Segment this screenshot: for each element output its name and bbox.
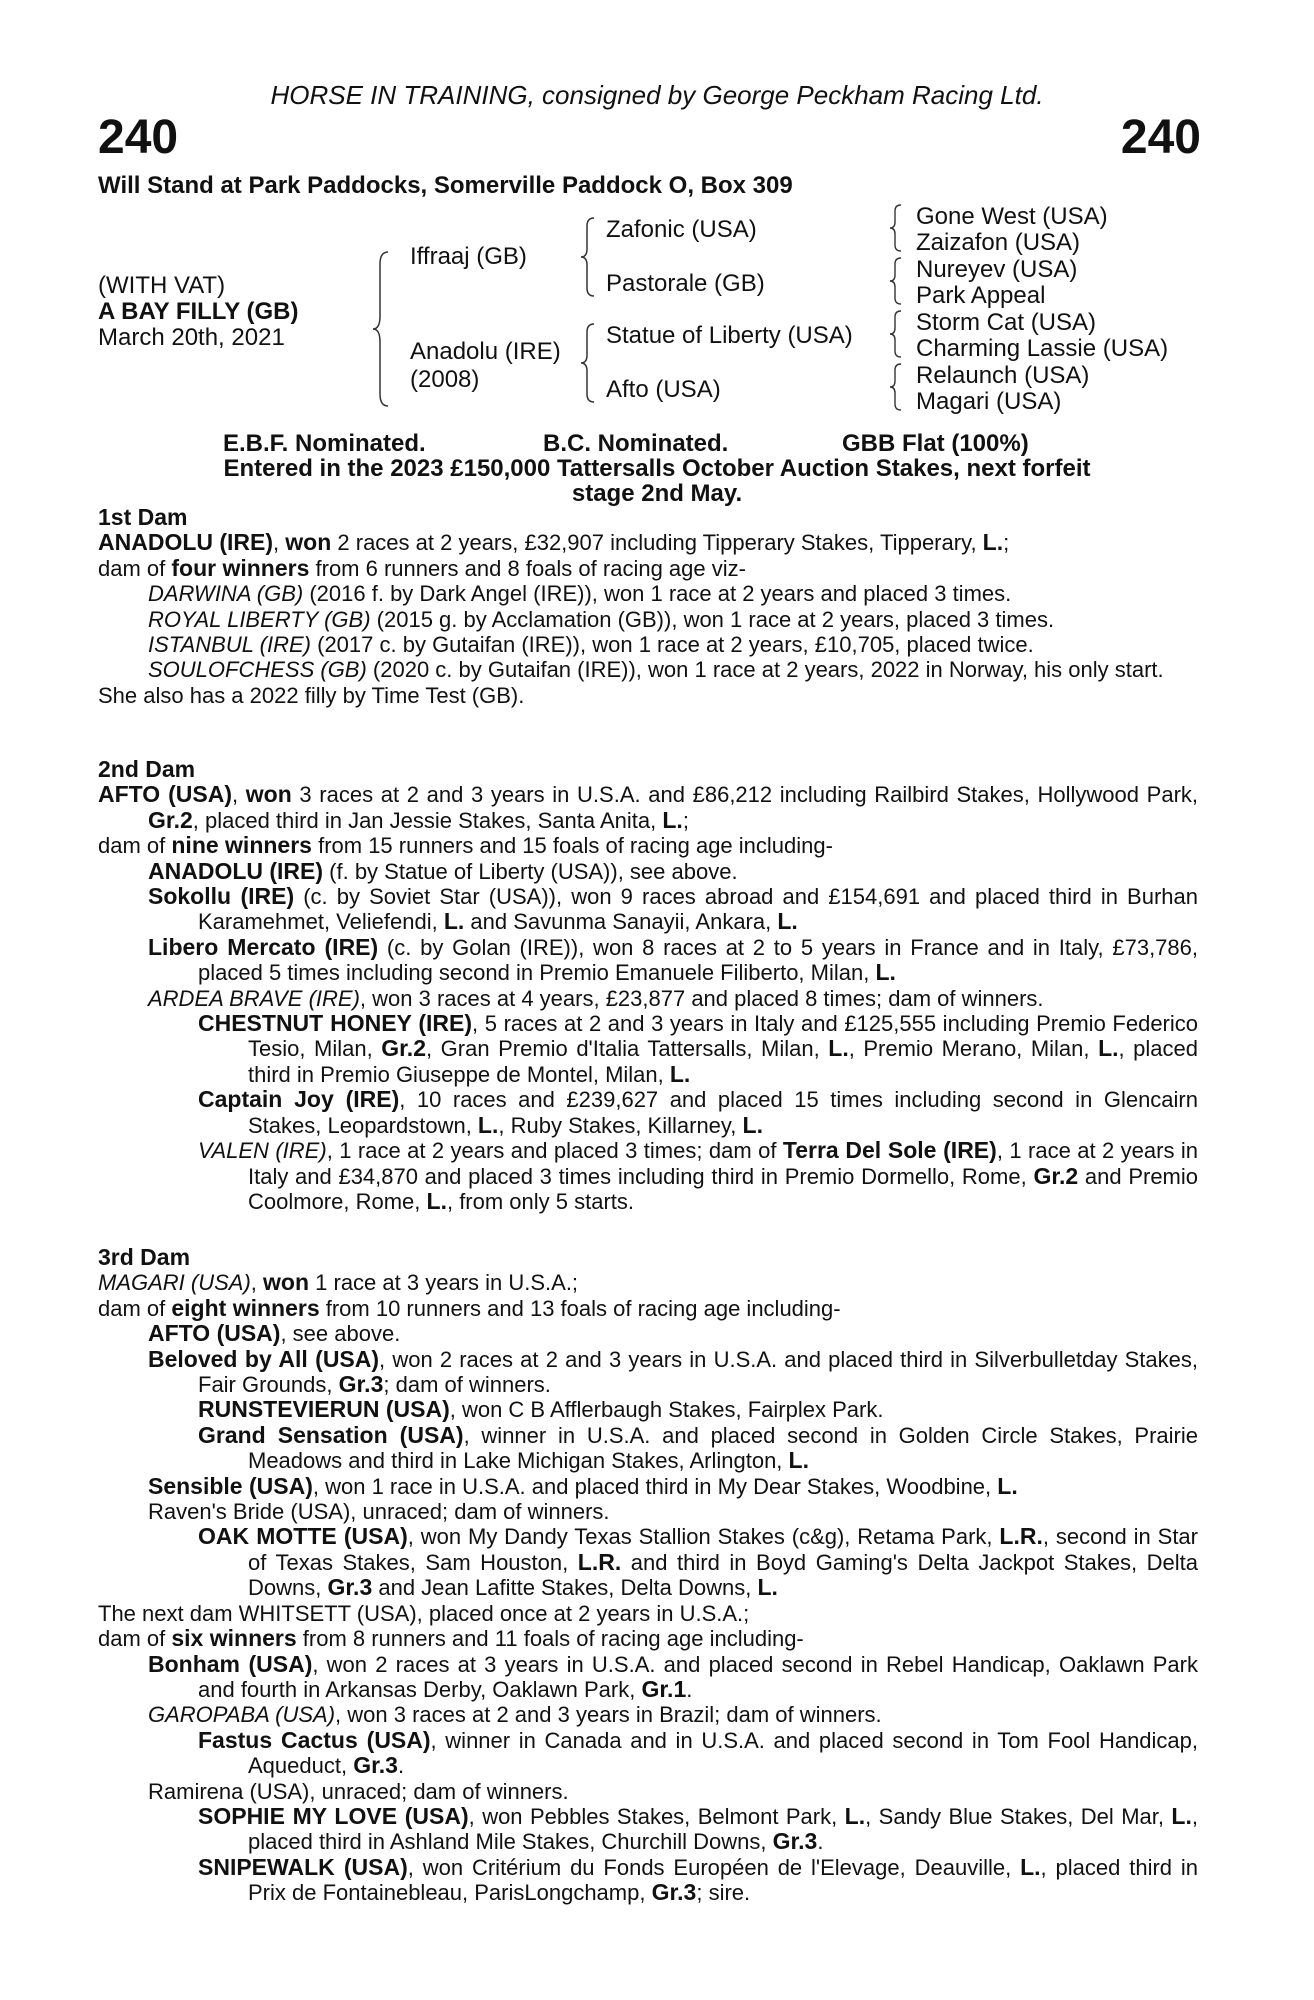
second-dam-section — [98, 757, 1198, 1214]
first-dam-also: She also has a 2022 filly by Time Test (GB). — [98, 682, 525, 708]
horse-name: A BAY FILLY (GB) — [98, 298, 299, 325]
produce-oak-motte: OAK MOTTE (USA), won My Dandy Texas Stallion Stakes (c&g), Retama Park, L.R., second in Star of Texas Stakes, Sam Houston, L.R. and third in Boyd Gaming's Delta Jackpot Stakes, Delta Downs, Gr.3 and Jean Lafitte Stakes, Delta Downs, L. — [198, 1523, 1198, 1601]
vat-note: (WITH VAT) — [98, 272, 226, 299]
produce-anadolu: ANADOLU (IRE) (f. by Statue of Liberty (USA)), see above. — [148, 857, 738, 884]
third-dam-heading: 3rd Dam — [98, 1244, 191, 1270]
produce-captain-joy: Captain Joy (IRE), 10 races and £239,627 and placed 15 times including second in Glencairn Stakes, Leopardstown, L., Ruby Stakes, Killarney, L. — [198, 1086, 1198, 1138]
produce-chestnut-honey: CHESTNUT HONEY (IRE), 5 races at 2 and 3 years in Italy and £125,555 including Premio Federico Tesio, Milan, Gr.2, Gran Premio d'Italia Tattersalls, Milan, L., Premio Merano, Milan, L., placed third in Premio Giuseppe de Montel, Milan, L. — [198, 1010, 1199, 1087]
produce-royal-liberty: ROYAL LIBERTY (GB) (2015 g. by Acclamation (GB)), won 1 race at 2 years, placed 3 times. — [148, 606, 1055, 632]
produce-afto: AFTO (USA), see above. — [148, 1320, 401, 1347]
produce-soulofchess: SOULOFCHESS (GB) (2020 c. by Gutaifan (IRE)), won 1 race at 2 years, 2022 in Norway, his only start. — [148, 657, 1164, 683]
gen3-1: Gone West (USA) — [916, 203, 1108, 230]
second-dam-heading: 2nd Dam — [98, 756, 196, 782]
first-dam-record: ANADOLU (IRE), won 2 races at 2 years, £32,907 including Tipperary Stakes, Tipperary, L.; — [98, 529, 1010, 556]
first-dam-section — [98, 505, 1198, 708]
third-dam-produce-summary: dam of eight winners from 10 runners and 13 foals of racing age including- — [98, 1294, 841, 1321]
first-dam-heading: 1st Dam — [98, 504, 188, 530]
bc-nominated: B.C. Nominated. — [543, 430, 729, 457]
produce-ravens-bride: Raven's Bride (USA), unraced; dam of winners. — [148, 1499, 610, 1525]
produce-valen: VALEN (IRE), 1 race at 2 years and placed 3 times; dam of Terra Del Sole (IRE), 1 race at 2 years in Italy and £34,870 and placed 3 times including third in Premio Dormello, Rome, Gr.2 and Premio Coolmore, Rome, L., from only 5 starts. — [198, 1137, 1198, 1214]
produce-sokollu: Sokollu (IRE) (c. by Soviet Star (USA)), won 9 races abroad and £154,691 and placed third in Burhan Karamehmet, Veliefendi, L. and Savunma Sanayii, Ankara, L. — [148, 883, 1198, 935]
gbb-flat: GBB Flat (100%) — [842, 430, 1029, 457]
produce-grand-sensation: Grand Sensation (USA), winner in U.S.A. and placed second in Golden Circle Stakes, Prairie Meadows and third in Lake Michigan Stakes, Arlington, L. — [198, 1421, 1198, 1474]
lot-number-right: 240 — [1120, 111, 1201, 164]
sire-dam: Pastorale (GB) — [606, 270, 765, 297]
second-dam-record: AFTO (USA), won 3 races at 2 and 3 years in U.S.A. and £86,212 including Railbird Stakes, Hollywood Park, Gr.2, placed third in Jan Jessie Stakes, Santa Anita, L.; — [98, 781, 1199, 833]
entered-line-1: Entered in the 2023 £150,000 Tattersalls October Auction Stakes, next forfeit — [223, 455, 1091, 482]
third-dam-section — [98, 1245, 1198, 1906]
gen3-4: Park Appeal — [916, 282, 1046, 309]
gen3-7: Relaunch (USA) — [916, 362, 1090, 389]
lot-number-left: 240 — [98, 111, 179, 164]
dam: Anadolu (IRE) — [410, 338, 561, 365]
gen3-3: Nureyev (USA) — [916, 256, 1078, 283]
entered-line-2: stage 2nd May. — [571, 480, 743, 507]
pedigree-brace-4a — [888, 203, 904, 253]
consignor-line: HORSE IN TRAINING, consigned by George Peckham Racing Ltd. — [270, 80, 1044, 110]
dam-sire: Statue of Liberty (USA) — [606, 322, 853, 349]
produce-bonham: Bonham (USA), won 2 races at 3 years in U.S.A. and placed second in Rebel Handicap, Oaklawn Park and fourth in Arkansas Derby, Oaklawn Park, Gr.1. — [148, 1650, 1198, 1702]
produce-ardea-brave: ARDEA BRAVE (IRE), won 3 races at 4 years, £23,877 and placed 8 times; dam of winners. — [148, 985, 1044, 1011]
produce-istanbul: ISTANBUL (IRE) (2017 c. by Gutaifan (IRE)), won 1 race at 2 years, £10,705, placed twice. — [148, 632, 1034, 658]
pedigree-brace-4b — [888, 256, 904, 306]
dam-year: (2008) — [410, 366, 480, 393]
third-dam-record: MAGARI (USA), won 1 race at 3 years in U.S.A.; — [98, 1269, 579, 1296]
pedigree-brace-dam — [578, 322, 598, 404]
produce-snipewalk: SNIPEWALK (USA), won Critérium du Fonds Européen de l'Elevage, Deauville, L., placed third in Prix de Fontainebleau, ParisLongchamp, Gr.3; sire. — [198, 1853, 1199, 1906]
produce-runstevierun: RUNSTEVIERUN (USA), won C B Afflerbaugh Stakes, Fairplex Park. — [198, 1396, 884, 1423]
ebf-nominated: E.B.F. Nominated. — [223, 430, 426, 457]
produce-sophie-my-love: SOPHIE MY LOVE (USA), won Pebbles Stakes, Belmont Park, L., Sandy Blue Stakes, Del Mar, L., placed third in Ashland Mile Stakes, Churchill Downs, Gr.3. — [198, 1802, 1198, 1855]
first-dam-produce-summary: dam of four winners from 6 runners and 8 foals of racing age viz- — [98, 554, 746, 581]
sire: Iffraaj (GB) — [410, 243, 527, 270]
gen3-6: Charming Lassie (USA) — [916, 335, 1169, 362]
sire-sire: Zafonic (USA) — [606, 216, 757, 243]
stand-location: Will Stand at Park Paddocks, Somerville Paddock O, Box 309 — [98, 172, 793, 199]
next-dam-produce-summary: dam of six winners from 8 runners and 11 foals of racing age including- — [98, 1625, 804, 1652]
second-dam-produce-summary: dam of nine winners from 15 runners and 15 foals of racing age including- — [98, 832, 833, 859]
dam-dam: Afto (USA) — [606, 376, 721, 403]
produce-fastus-cactus: Fastus Cactus (USA), winner in Canada and in U.S.A. and placed second in Tom Fool Handicap, Aqueduct, Gr.3. — [198, 1726, 1199, 1779]
next-dam-record: The next dam WHITSETT (USA), placed once at 2 years in U.S.A.; — [98, 1600, 750, 1626]
pedigree-brace-main — [370, 250, 394, 408]
foaling-date: March 20th, 2021 — [98, 324, 285, 351]
produce-libero-mercato: Libero Mercato (IRE) (c. by Golan (IRE)), won 8 races at 2 to 5 years in France and in Italy, £73,786, placed 5 times including second in Premio Emanuele Filiberto, Milan, L. — [148, 933, 1198, 986]
pedigree-brace-4c — [888, 309, 904, 359]
produce-garopaba: GAROPABA (USA), won 3 races at 2 and 3 years in Brazil; dam of winners. — [148, 1702, 882, 1728]
gen3-2: Zaizafon (USA) — [916, 229, 1081, 256]
pedigree-brace-sire — [578, 216, 598, 298]
produce-sensible: Sensible (USA), won 1 race in U.S.A. and placed third in My Dear Stakes, Woodbine, L. — [148, 1472, 1018, 1499]
pedigree-brace-4d — [888, 362, 904, 412]
gen3-5: Storm Cat (USA) — [916, 309, 1097, 336]
produce-ramirena: Ramirena (USA), unraced; dam of winners. — [148, 1778, 569, 1804]
gen3-8: Magari (USA) — [916, 388, 1062, 415]
produce-beloved-by-all: Beloved by All (USA), won 2 races at 2 and 3 years in U.S.A. and placed third in Silverbulletday Stakes, Fair Grounds, Gr.3; dam of winners. — [148, 1345, 1198, 1398]
produce-darwina: DARWINA (GB) (2016 f. by Dark Angel (IRE)), won 1 race at 2 years and placed 3 times. — [148, 581, 1012, 607]
